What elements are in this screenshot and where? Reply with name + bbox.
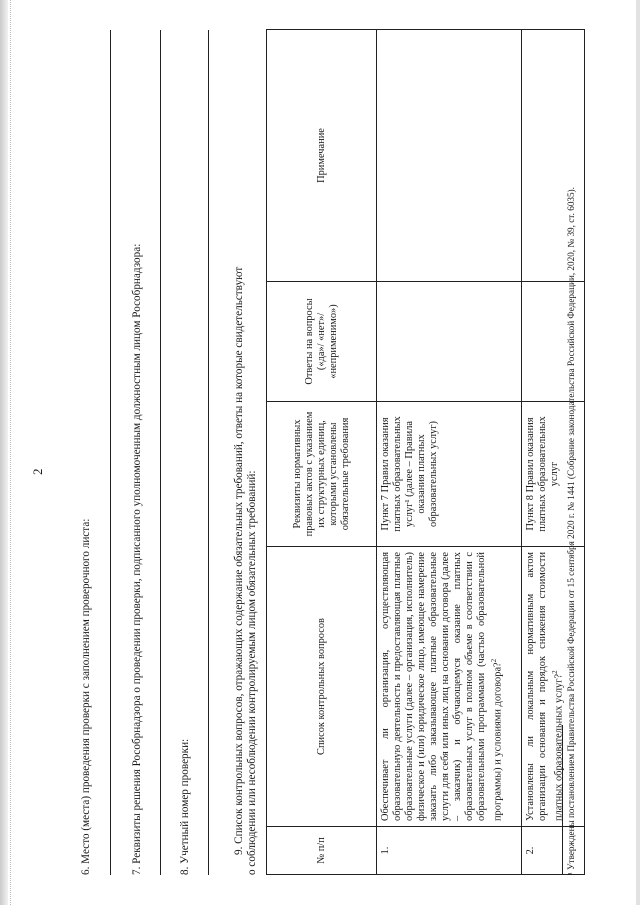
rotated-content (30, 10, 620, 875)
item-7-fill-line (160, 30, 161, 875)
table-header-row (267, 30, 377, 875)
row-note (377, 30, 522, 282)
scan-edge-left (0, 0, 8, 905)
item-6-label: 6. Место (места) проведения проверки с заполнением проверочного листа: (80, 518, 92, 875)
row-requisite: Пункт 8 Правил оказания платных образовательных услуг (522, 402, 585, 547)
row-answer (377, 282, 522, 402)
checklist-table (266, 29, 585, 875)
item-9-line-1: 9. Список контрольных вопросов, отражающих содержание обязательных требований, ответы на которые свидетельствуют (233, 266, 245, 855)
row-requisite: Пункт 7 Правил оказания платных образовательных услуг¹ (далее – Правила оказания платных образовательных услуг) (377, 402, 522, 547)
footnote: ¹ Утверждены постановлением Правительства Российской Федерации от 15 сентября 2020 г. № 1441 (Собрание законодательства Российской Федерации, 2020, № 39, ст. 6035). (566, 187, 576, 875)
item-8-label: 8. Учетный номер проверки: (179, 738, 191, 875)
footnote-ref: 2 (551, 670, 559, 674)
header-answers: Ответы на вопросы («да»/ «нет»/ «неприменимо») (267, 282, 377, 402)
row-question: Обеспечивает ли организация, осуществляющая образовательную деятельность и предоставляющая платные образовательные услуги (далее – организация, исполнитель) физическое и (или) юридическое лицо, имеющее намерение заказать либо заказывающее платные образовательные услуги для себя или иных лиц на основании договора (далее – заказчик) и обучающемуся оказание платных образовательных услуг в полном объеме в соответствии с образовательными программами (частью образовательной программы) и условиями договора?$^2$ (377, 547, 522, 827)
row-number: 2. (522, 827, 585, 875)
item-9-paragraph (233, 30, 259, 875)
row-number: 1. (377, 827, 522, 875)
item-8-fill-line (208, 30, 209, 875)
scan-dotted-margin (10, 0, 12, 905)
row-question: Установлены ли локальным нормативным актом организации основания и порядок снижения стоимости платных образовательных услуг?$^2$ (522, 547, 585, 827)
header-num: № п/п (267, 827, 377, 875)
footnote-separator (562, 725, 563, 875)
item-9-line-2: о соблюдении или несоблюдении контролируемым лицом обязательных требований: (246, 470, 258, 875)
scan-edge-right (636, 0, 640, 905)
header-note: Примечание (267, 30, 377, 282)
header-questions: Список контрольных вопросов (267, 547, 377, 827)
table-row (377, 30, 522, 875)
header-requisites: Реквизиты нормативных правовых актов с указанием их структурных единиц, которыми установлены обязательные требования (267, 402, 377, 547)
item-6-fill-line (110, 30, 111, 875)
footnote-ref: 2 (490, 658, 498, 663)
item-7-label: 7. Реквизиты решения Рособрнадзора о проведении проверки, подписанного уполномоченным должностным лицом Рособрнадзора: (131, 243, 143, 875)
page-number: 2 (30, 468, 45, 475)
